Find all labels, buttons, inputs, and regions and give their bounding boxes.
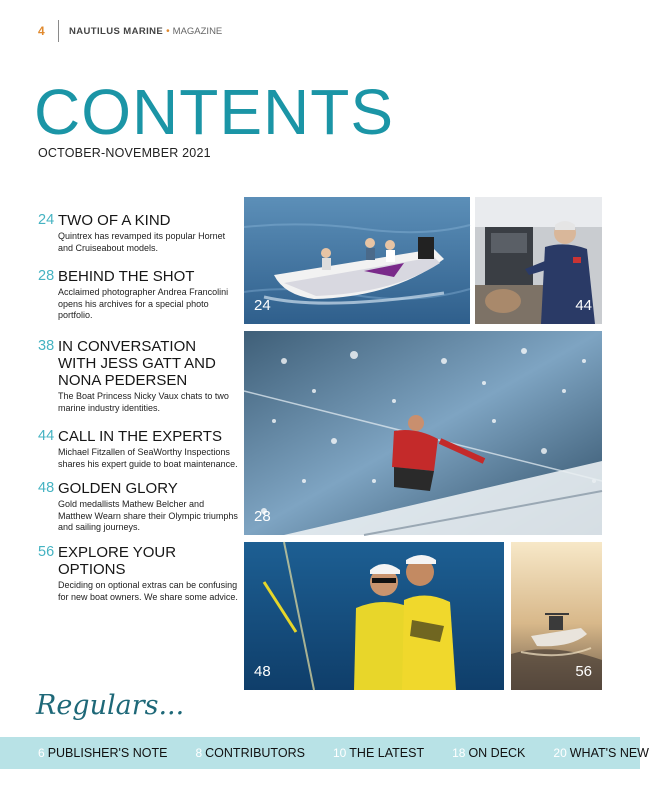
regular-item[interactable]: [333, 746, 424, 760]
regulars-heading: Regulars...: [36, 690, 185, 721]
photo-page-label: 44: [575, 297, 592, 314]
regular-item[interactable]: [195, 746, 304, 760]
regular-page-number: 8: [195, 746, 203, 760]
regular-item[interactable]: [553, 746, 649, 760]
entry-description: Quintrex has revamped its popular Hornet and Cruiseabout models.: [58, 231, 226, 253]
boat-photo-image: [244, 197, 470, 324]
entry-title: TWO OF A KIND: [58, 212, 171, 229]
magazine-name: NAUTILUS MARINE: [69, 25, 164, 37]
photo-page-label: 24: [254, 297, 271, 314]
regular-label: ON DECK: [468, 746, 526, 760]
entry-title: BEHIND THE SHOT: [58, 268, 195, 285]
photo-gold-medallists[interactable]: [244, 542, 504, 690]
regular-page-number: 18: [452, 746, 466, 760]
contents-entry[interactable]: [38, 428, 238, 470]
entry-description: Deciding on optional extras can be confusing for new boat owners. We share some advice.: [58, 580, 238, 602]
photo-page-label: 56: [575, 663, 592, 680]
contents-entry[interactable]: [38, 212, 238, 254]
issue-date: OCTOBER-NOVEMBER 2021: [38, 146, 211, 160]
entry-page-number: 38: [38, 338, 55, 354]
photo-boat-inspection[interactable]: [475, 197, 602, 324]
sailing-photo-image: [244, 331, 602, 535]
entry-page-number: 44: [38, 428, 55, 444]
regular-item[interactable]: [452, 746, 525, 760]
entry-page-number: 48: [38, 480, 55, 496]
entry-title: EXPLORE YOUR OPTIONS: [58, 544, 177, 578]
entry-page-number: 56: [38, 544, 55, 560]
regulars-ribbon: [0, 737, 649, 769]
regular-label: PUBLISHER'S NOTE: [47, 746, 168, 760]
page-title: CONTENTS: [34, 76, 394, 148]
contents-entry[interactable]: [38, 544, 238, 603]
regular-label: WHAT'S NEW: [569, 746, 649, 760]
regular-page-number: 20: [553, 746, 567, 760]
entry-description: The Boat Princess Nicky Vaux chats to two marine industry identities.: [58, 391, 229, 413]
magazine-section: MAGAZINE: [172, 25, 223, 37]
entry-description: Acclaimed photographer Andrea Francolini opens his archives for a special photo portfolio.: [58, 287, 229, 320]
regular-page-number: 6: [38, 746, 45, 760]
regular-item[interactable]: [38, 746, 167, 760]
regular-label: THE LATEST: [349, 746, 425, 760]
contents-entry[interactable]: [38, 480, 238, 534]
header-separator: •: [166, 25, 170, 37]
entry-description: Gold medallists Mathew Belcher and Matthew Wearn share their Olympic triumphs and sailing journeys.: [58, 499, 238, 532]
entry-title: IN CONVERSATION WITH JESS GATT AND NONA PEDERSEN: [58, 338, 216, 389]
photo-sailor-spray[interactable]: [244, 331, 602, 535]
entry-description: Michael Fitzallen of SeaWorthy Inspections shares his expert guide to boat maintenance.: [58, 447, 238, 469]
medallists-photo-image: [244, 542, 504, 690]
page-number: 4: [38, 24, 45, 38]
regular-page-number: 10: [332, 746, 347, 760]
entry-page-number: 28: [38, 268, 55, 284]
photo-page-label: 28: [254, 508, 271, 525]
photo-boat-sunset[interactable]: [511, 542, 602, 690]
photo-page-label: 48: [254, 663, 271, 680]
photo-boat-on-water[interactable]: [244, 197, 470, 324]
contents-entry[interactable]: [38, 338, 238, 414]
contents-entry[interactable]: [38, 268, 238, 322]
running-header: [38, 22, 222, 40]
regular-label: CONTRIBUTORS: [205, 746, 305, 760]
entry-title: CALL IN THE EXPERTS: [58, 428, 222, 445]
entry-title: GOLDEN GLORY: [58, 480, 178, 497]
entry-page-number: 24: [38, 212, 55, 228]
header-divider: [58, 20, 59, 42]
